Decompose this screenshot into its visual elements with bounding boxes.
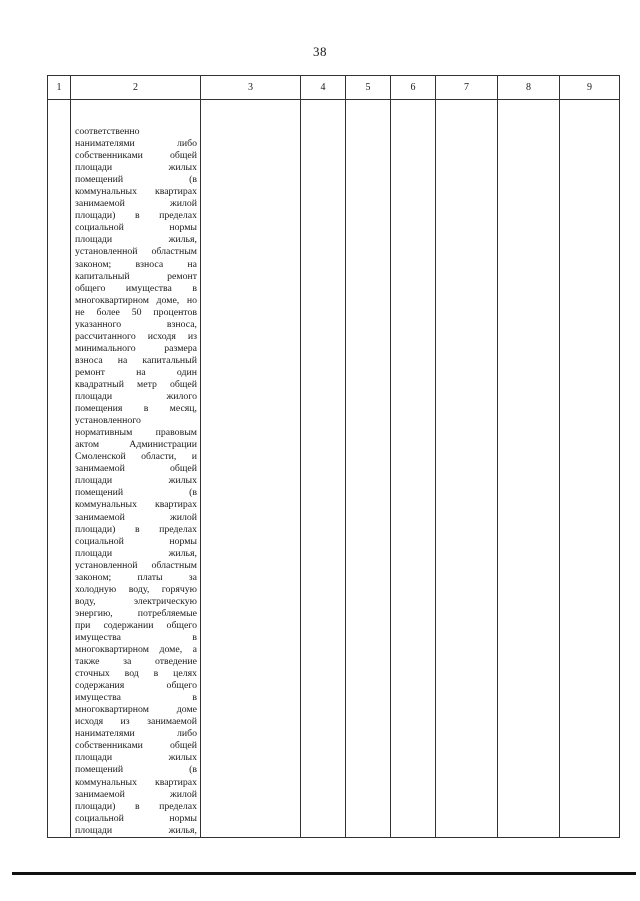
text-line: площади жилого [75,391,197,403]
text-line: помещений (в [75,174,197,186]
text-line: квадратный метр общей [75,378,197,390]
text-line: многоквартирном доме, а [75,644,197,656]
cell-col-2 [71,100,201,838]
text-line: занимаемой общей [75,463,197,475]
text-line: воду, электрическую [75,595,197,607]
column-header-3: 3 [201,76,301,100]
text-line: помещений (в [75,764,197,776]
text-line: помещений (в [75,487,197,499]
text-line: многоквартирном доме [75,704,197,716]
cell-description-text [71,100,200,837]
text-line: рассчитанного исходя из [75,330,197,342]
text-line: также за отведение [75,656,197,668]
text-line: коммунальных квартирах [75,776,197,788]
text-line: сточных вод в целях [75,668,197,680]
text-line: Смоленской области, и [75,451,197,463]
text-line: площади жилья, [75,234,197,246]
text-line: при содержании общего [75,619,197,631]
text-line: нанимателями либо [75,728,197,740]
page-number: 38 [313,44,327,59]
column-header-9: 9 [560,76,620,100]
cell-col-5 [346,100,391,838]
budget-table [47,75,620,838]
column-header-4: 4 [301,76,346,100]
cell-col-4 [301,100,346,838]
page-bottom-rule [12,872,636,875]
text-line: указанного взноса, [75,318,197,330]
text-line: площади жилых [75,752,197,764]
cell-col-7 [436,100,498,838]
text-line: площади жилья, [75,547,197,559]
column-header-7: 7 [436,76,498,100]
text-line: капитальный ремонт [75,270,197,282]
cell-col-8 [498,100,560,838]
text-line: взноса на капитальный [75,354,197,366]
text-line: актом Администрации [75,439,197,451]
text-line: коммунальных квартирах [75,499,197,511]
text-line: ремонт на один [75,366,197,378]
text-line: площади) в пределах [75,800,197,812]
text-line: социальной нормы [75,812,197,824]
text-line: законом; взноса на [75,258,197,270]
text-line: энергию, потребляемые [75,607,197,619]
text-line: занимаемой жилой [75,511,197,523]
text-line: коммунальных квартирах [75,186,197,198]
text-line: собственниками общей [75,150,197,162]
column-header-2: 2 [71,76,201,100]
text-line: занимаемой жилой [75,198,197,210]
text-line: установленной областным [75,559,197,571]
text-line: содержания общего [75,680,197,692]
text-line: минимального размера [75,342,197,354]
table-header-row [48,76,620,100]
text-line: установленного [75,415,141,427]
text-line: площади жилья, [75,824,197,836]
cell-col-1 [48,100,71,838]
text-line: законом; платы за [75,571,197,583]
cell-col-6 [391,100,436,838]
text-line: холодную воду, горячую [75,583,197,595]
text-line: имущества в [75,692,197,704]
text-line: установленной областным [75,246,197,258]
text-line: нанимателями либо [75,138,197,150]
text-line: нормативным правовым [75,427,197,439]
text-line: собственниками общей [75,740,197,752]
column-header-1: 1 [48,76,71,100]
text-line: соответственно [75,126,140,137]
text-line: имущества в [75,631,197,643]
text-line: площади) в пределах [75,210,197,222]
column-header-5: 5 [346,76,391,100]
text-line: площади жилых [75,162,197,174]
text-line: помещения в месяц, [75,403,197,415]
cell-col-3 [201,100,301,838]
text-line: общего имущества в [75,282,197,294]
column-header-6: 6 [391,76,436,100]
text-line: площади) в пределах [75,523,197,535]
cell-col-9 [560,100,620,838]
text-line: не более 50 процентов [75,306,197,318]
text-line: занимаемой жилой [75,788,197,800]
text-line: площади жилых [75,475,197,487]
column-header-8: 8 [498,76,560,100]
text-line: многоквартирном доме, но [75,294,197,306]
text-line: исходя из занимаемой [75,716,197,728]
text-line: социальной нормы [75,222,197,234]
table-row [48,100,620,838]
text-line: социальной нормы [75,535,197,547]
